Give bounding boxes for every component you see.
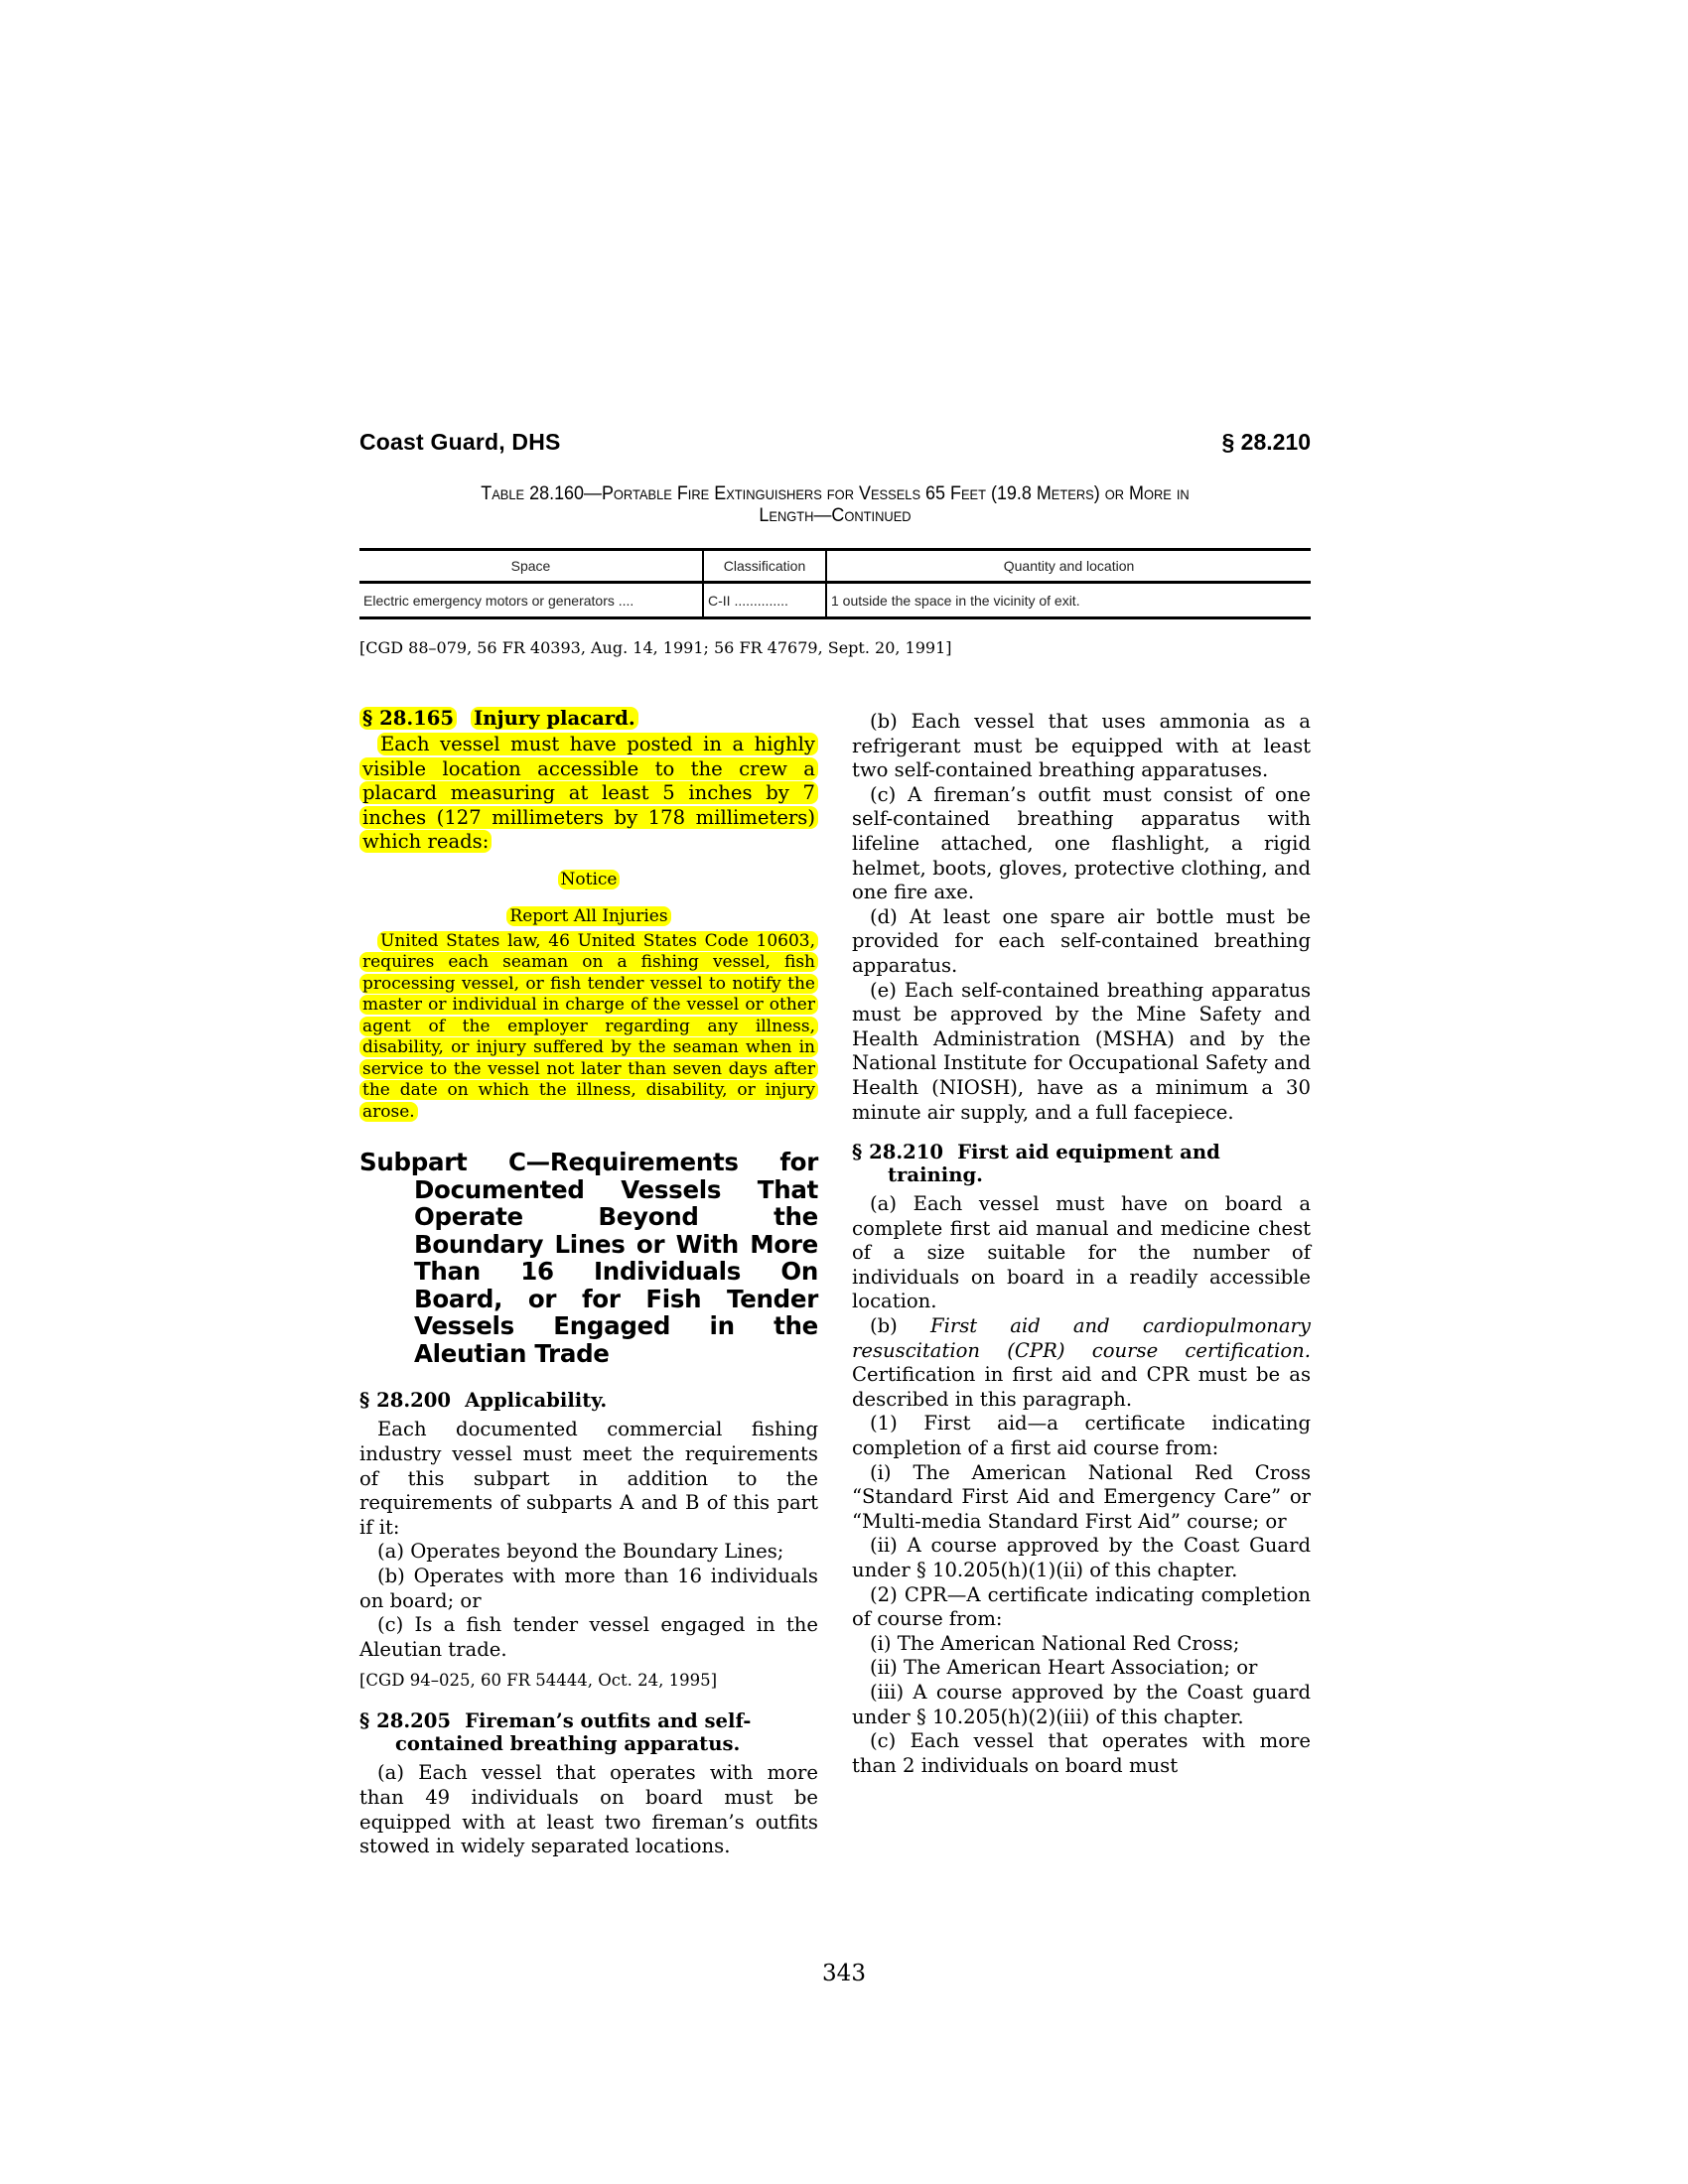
section-28-210-item: (i) The American National Red Cross; [870, 1631, 1240, 1655]
section-number: § 28.210 [1221, 429, 1311, 455]
extinguisher-table [359, 548, 1311, 619]
running-head [359, 429, 1311, 459]
cell-space: Electric emergency motors or generators .... [359, 583, 703, 618]
section-28-200-heading [359, 1389, 818, 1412]
section-28-210-para-a: (a) Each vessel must have on board a complete first aid manual and medicine chest of a size suitable for the number of individuals on board in a readily accessible location. [852, 1192, 1311, 1313]
table-header-row [359, 550, 1311, 583]
section-28-165-heading [359, 707, 818, 730]
cell-quantity-location: 1 outside the space in the vicinity of exit. [831, 592, 1080, 609]
section-28-165-number: § 28.165 [359, 707, 457, 730]
section-28-210-item: (2) CPR—A certificate indicating completion of course from: [852, 1582, 1311, 1631]
placard-body: United States law, 46 United States Code 10603, requires each seaman on a fishing vessel, fish processing vessel, or fish tender vessel to notify the master or individual in charge of the vessel or other agent of the employer regarding any illness, disability, or injury suffered by the seaman when in service to the vessel not later than seven days after the date on which the illness, disability, or injury arose. [359, 931, 818, 1124]
cell-classification: C-II .............. [703, 583, 826, 618]
section-28-165-intro: Each vessel must have posted in a highly visible location accessible to the crew a placard measuring at least 5 inches by 7 inches (127 millimeters by 178 millimeters) which reads: [359, 733, 818, 855]
table-title-line-1: Table 28.160—Portable Fire Extinguishers for Vessels 65 Feet (19.8 Meters) or More in [481, 482, 1190, 504]
placard-heading: Notice [359, 869, 818, 890]
table-citation: [CGD 88–079, 56 FR 40393, Aug. 14, 1991; 56 FR 47679, Sept. 20, 1991] [359, 638, 952, 657]
section-28-200-number: § 28.200 [359, 1389, 452, 1413]
section-28-205-title: Fireman’s outfits and self-contained breathing apparatus. [395, 1709, 752, 1756]
section-28-200-item-a: (a) Operates beyond the Boundary Lines; [377, 1540, 784, 1564]
column-header-quantity-location: Quantity and location [1003, 558, 1135, 574]
right-column [852, 710, 1311, 1778]
section-28-205-para-b: (b) Each vessel that uses ammonia as a refrigerant must be equipped with at least two self-contained breathing apparatuses. [852, 710, 1311, 782]
table-title-line-2: Length—Continued [759, 504, 912, 526]
section-28-200-item-b: (b) Operates with more than 16 individuals on board; or [359, 1565, 818, 1612]
section-28-210-item: (ii) The American Heart Association; or [870, 1656, 1258, 1680]
section-28-210-item: (c) Each vessel that operates with more than 2 individuals on board must [852, 1729, 1311, 1777]
table-title [397, 482, 1272, 526]
section-28-210-para-b: (b) First aid and cardiopulmonary resuscitation (CPR) course certification. Certification in first aid and CPR must be as described in this paragraph. [852, 1314, 1311, 1411]
para-b-italic-heading: First aid and cardiopulmonary resuscitation (CPR) course certification. [852, 1314, 1311, 1362]
section-28-210-item: (1) First aid—a certificate indicating completion of a first aid course from: [852, 1412, 1311, 1460]
section-28-205-para-e: (e) Each self-contained breathing apparatus must be approved by the Mine Safety and Health Administration (MSHA) and by the National Institute for Occupational Safety and Health (NIOSH), have as a minimum a 30 minute air supply, and a full facepiece. [852, 978, 1311, 1124]
left-column [359, 707, 818, 1859]
page-number: 343 [822, 1961, 866, 1986]
section-28-210-number: § 28.210 [852, 1141, 944, 1164]
section-28-210-item: (i) The American National Red Cross “Standard First Aid and Emergency Care” or “Multi-media Standard First Aid” course; or [852, 1460, 1311, 1533]
subpart-c-heading: Subpart C—Requirements for Documented Vessels That Operate Beyond the Boundary Lines or With More Than 16 Individuals On Board, or for Fish Tender Vessels Engaged in the Aleutian Trade [359, 1148, 818, 1368]
section-28-165-title: Injury placard. [471, 707, 638, 730]
section-28-205-number: § 28.205 [359, 1709, 452, 1733]
section-28-205-para-d: (d) At least one spare air bottle must be provided for each self-contained breathing apparatus. [852, 904, 1311, 977]
section-28-210-title: First aid equipment and training. [888, 1141, 1220, 1187]
column-header-space: Space [359, 550, 703, 583]
section-28-205-heading [359, 1709, 818, 1755]
section-28-205-para-a: (a) Each vessel that operates with more than 49 individuals on board must be equipped with at least two fireman’s outfits stowed in widely separated locations. [359, 1761, 818, 1858]
section-28-200-intro: Each documented commercial fishing industry vessel must meet the requirements of this subpart in addition to the requirements of subparts A and B of this part if it: [359, 1418, 818, 1539]
section-28-205-para-c: (c) A fireman’s outfit must consist of one self-contained breathing apparatus with lifeline attached, one flashlight, a rigid helmet, boots, gloves, protective clothing, and one fire axe. [852, 782, 1311, 904]
section-28-200-citation: [CGD 94–025, 60 FR 54444, Oct. 24, 1995] [359, 1671, 718, 1691]
section-28-210-heading [852, 1141, 1311, 1186]
section-28-210-item: (ii) A course approved by the Coast Guard under § 10.205(h)(1)(ii) of this chapter. [852, 1534, 1311, 1581]
column-header-classification: Classification [703, 550, 826, 583]
section-28-200-item-c: (c) Is a fish tender vessel engaged in the Aleutian trade. [359, 1613, 818, 1661]
section-28-200-title: Applicability. [465, 1389, 608, 1413]
table-row [359, 583, 1311, 618]
placard-subheading: Report All Injuries [359, 905, 818, 927]
section-28-210-item: (iii) A course approved by the Coast guard under § 10.205(h)(2)(iii) of this chapter. [852, 1680, 1311, 1728]
agency-name: Coast Guard, DHS [359, 429, 561, 455]
